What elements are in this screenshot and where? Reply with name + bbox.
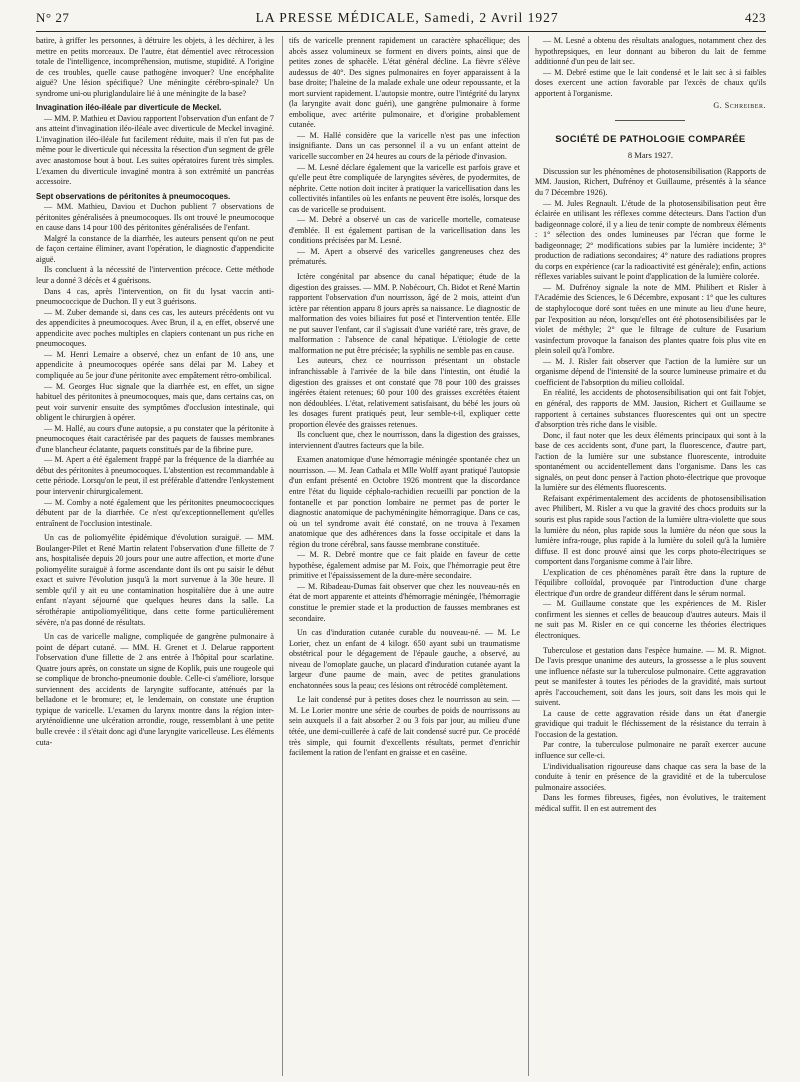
paragraph: L'individualisation rigoureuse dans chaque cas sera la base de la conduite à tenir en présence de la gravidité et de la tuberculose pulmonaire associées. [534, 761, 766, 792]
paragraph: Un cas d'induration cutanée curable du nouveau-né. — M. Le Lorier, chez un enfant de 4 kilogr. 650 ayant subi un traumatisme obstétrical pour le dégagement de l'épaule gauche, a observé, au niveau de l'omoplate gauche, un placard d'induration cutanée ayant la largeur d'une paume de main, avec de petites granulations enchatonnées sous la peau; ces lésions ont rétrocédé complètement. [288, 628, 520, 690]
paragraph: — M. Dufrénoy signale la note de MM. Philibert et Risler à l'Académie des Sciences, le 6 Décembre, exposant : 1° que les cultures de staphylocoque doré sont tuées en une minute au lieu d'une heure, par l'exposition au néon, lorsqu'elles ont été photosensibilisées par le violet de méthyle; 2° que le filtrage de culture de Fusarium vasinfectum provoque la fanaison des plantes quatre fois plus vite en plein soleil qu'à l'ombre. [534, 282, 766, 356]
paragraph: — M. Apert a été également frappé par la fréquence de la diarrhée au début des péritonites à pneumocoques. L'abstention est recommandable à cette période. Lorsqu'on le peut, il est préférable d'attendre l'enkystement pour intervenir chirurgicalement. [36, 455, 274, 496]
paragraph: — M. Zuber demande si, dans ces cas, les auteurs précédents ont vu des appendicites à pneumocoques. Avec Brun, il a, en effet, observé une appendicite avec poches multiples en clapiers contenant un pus riche en pneumocoques. [36, 307, 274, 349]
paragraph: — M. Comby a noté également que les péritonites pneumococciques débutent par de la diarrhée. Ce n'est qu'exceptionnellement qu'elles entraînent de l'occlusion intestinale. [36, 497, 274, 528]
paragraph: Par contre, la tuberculose pulmonaire ne paraît exercer aucune influence sur celle-ci. [534, 740, 766, 760]
column-middle [282, 36, 520, 1076]
column-left [36, 36, 274, 1076]
paragraph: Les auteurs, chez ce nourrisson présentant un obstacle infranchissable à l'arrivée de la bile dans l'intestin, ont étudié la digestion des graisses et ont constaté que 78 pour 100 des graisses ingérées étaient retenues; 60 pour 100 des graisses excrétées étaient non dédoublées. L'état, relativement satisfaisant, du bébé les jours où les dosages furent pratiqués peut, leur semble-t-il, expliquer cette proportion élevée des graisses retenues. [288, 356, 520, 429]
paragraph: — M. Debré estime que le lait condensé et le lait sec à si faibles doses exercent une action favorable par l'excès de chaux qu'ils apportent à l'organisme. [534, 67, 766, 98]
paragraph: Refaisant expérimentalement des accidents de photosensibilisation avec Philibert, M. Risler a vu que la gravité des chocs produits sur la souris est plus rapide sous l'action de la lumière ultra-violette que sous la lumière du néon, plus rapide sous la lumière du néon que sous la lumière infra-rouge, plus rapide à la lumière du soleil qu'à la lumière diffuse. Il est donc prouvé ainsi que les corps photo-électriques se comportent dans l'organisme comme à l'air libre. [534, 493, 766, 567]
paragraph: Dans les formes fibreuses, figées, non évolutives, le traitement médical suffit. Il en est autrement des [534, 793, 766, 813]
paragraph: Discussion sur les phénomènes de photosensibilisation (Rapports de MM. Jausion, Richert, Dufrénoy et Guillaume, présentés à la séance du 7 Décembre 1926). [534, 166, 766, 198]
session-date: 8 Mars 1927. [627, 150, 674, 161]
paragraph: La cause de cette aggravation réside dans un état d'anergie gravidique qui traduit le fléchissement de la résistance du terrain à l'occasion de la gestation. [534, 708, 766, 739]
journal-title: LA PRESSE MÉDICALE, Samedi, 2 Avril 1927 [255, 10, 559, 25]
paragraph: — M. Lesné déclare également que la varicelle est parfois grave et qu'elle peut être compliquée de laryngites sévères, de pyodermites, de néphrite. Cette notion doit inciter à pratiquer la varicellisation dans les collectivités infantiles où les enfants ne peuvent être isolés, lorsque des cas de varicelle se produisent. [288, 162, 520, 214]
text-columns [36, 36, 766, 1076]
section-divider [615, 120, 685, 121]
paragraph: tifs de varicelle prennent rapidement un caractère sphacélique; des abcès assez volumineux se forment en divers points, ainsi que de petites zones de sphacèle. L'état général décline. La fièvre s'élève audessus de 40°. Des signes pulmonaires en foyer apparaissent à la base droite; l'haleine de la malade exhale une odeur repoussante, et la mort survient rapidement. L'autopsie montre, outre l'intégrité du larynx (la laryngite avait donc guéri), une gangrène pulmonaire à forme embolique, avec artérite pulmonaire, et d'origine probablement cutanée. [288, 36, 520, 130]
paragraph: — M. Apert a observé des varicelles gangreneuses chez des prématurés. [288, 246, 520, 267]
paragraph: Ils concluent à la nécessité de l'intervention précoce. Cette méthode leur a donné 3 décès et 4 guérisons. [36, 265, 274, 286]
section-heading: Invagination iléo-iléale par diverticule de Meckel. [36, 103, 222, 113]
paragraph: Le lait condensé pur à petites doses chez le nourrisson au sein. — M. Le Lorier montre une série de courbes de poids de nourrissons au sein auxquels il a fait absorber 2 ou 3 fois par jour, au milieu d'une tétée, une demi-cuillerée à café de lait condensé sucré pur. Ce procédé très simple, qui fournit d'excellents résultats, permet d'enrichir facilement la ration de l'enfant en graisse et en caséine. [288, 695, 520, 758]
paragraph: batire, à griffer les personnes, à détruire les objets, à les déchirer, à les mettre en petits morceaux. De l'autre, état démentiel avec rétrocession totale de l'intelligence, incompréhension, mutisme, stupidité. A l'origine de ces troubles, quelle cause pathogène invoquer? Une encéphalite aiguë? Une lésion spécifique? Une méningite cérébro-spinale? Un syndrome uni-ou pluriglandulaire lié à une méningite de la base? [36, 36, 274, 98]
paragraph: — M. Guillaume constate que les expériences de M. Risler confirment les siennes et celles de beaucoup d'autres auteurs. Mais il ne suit pas M. Risler en ce qui concerne les théories électriques électroniques. [534, 599, 766, 640]
paragraph: Examen anatomique d'une hémorragie méningée spontanée chez un nourrisson. — M. Jean Cathala et Mlle Wolff ayant pratiqué l'autopsie d'un enfant présenté en Octobre 1926 montrent que la discordance entre l'état du liquide céphalo-rachidien recueilli par ponction de la fontanelle et par ponction lombaire ne permet pas de porter le diagnostic anatomique de pachyméningite hémorragique. Dans ce cas, où un tel syndrome avait été constaté, on ne trouva à l'examen anatomique que des adhérences dans la fosse occipitale et dans la région du trone cérébral, sans fausse membrane constituée. [288, 455, 520, 549]
paragraph: Malgré la constance de la diarrhée, les auteurs pensent qu'on ne peut de façon certaine éliminer, avant l'opération, le diagnostic d'appendicite aiguë. [36, 233, 274, 264]
paragraph: Un cas de poliomyélite épidémique d'évolution suraiguë. — MM. Boulanger-Pilet et René Martin relatent l'observation d'une fillette de 7 ans, hospitalisée depuis 20 jours pour une autre affection, et morte d'une poliomyélite suraiguë à forme ascendante dont ils ont pu saisir le début exact et suivre l'évolution jusqu'à la mort survenue à la 30e heure. Il semble qu'il y ait eu une contamination hospitalière due à une autre enfant n'ayant séjourné que quelques heures dans la salle. La sérothérapie antipoliomyélitique, dans cette forme particulièrement sévère, n'a pas donné de résultats. [36, 533, 274, 627]
section-heading: Sept observations de péritonites à pneumocoques. [36, 191, 231, 201]
paragraph: — M. R. Debré montre que ce fait plaide en faveur de cette hypothèse, également admise par M. Foix, que l'hémorragie peut être primitive et l'épaississement de la dure-mère secondaire. [288, 550, 520, 581]
paragraph: — M. Hallé considère que la varicelle n'est pas une infection insignifiante. Dans un cas personnel il a vu un enfant atteint de varicelle succomber en 24 heures au cours de la période d'invasion. [288, 130, 520, 162]
paragraph: Ictère congénital par absence du canal hépatique; étude de la digestion des graisses. — MM. P. Nobécourt, Ch. Bidot et René Martin rapportent l'observation d'un nourrisson, âgé de 2 mois, atteint d'un ictère par rétention apparu 8 jours après sa naissance. Le diagnostic de malformation des voies biliaires fut posé et l'intervention tentée. Elle ne put sauver l'enfant, car il s'agissait d'une variété rare, très grave, de malformation : l'absence de canal hépatique. L'étiologie de cette malformation ne put être précisée; la syphilis ne semble pas en cause. [288, 272, 520, 355]
paragraph: — M. Ribadeau-Dumas fait observer que chez les nouveau-nés en état de mort apparente et atteints d'hémorragie méningée, l'hémorragie constitue le premier stade et la production de fausses membranes est secondaire. [288, 581, 520, 623]
paragraph: — M. Debré a observé un cas de varicelle mortelle, comateuse d'emblée. Il est également partisan de la varicellisation dans les conditions précisées par M. Lesné. [288, 215, 520, 246]
paragraph: — M. Georges Huc signale que la diarrhée est, en effet, un signe habituel des péritonites à pneumocoques, mais que, dans certains cas, on peut voir survenir ensuite des symptômes d'occlusion intestinale, qui obligent le chirurgien à opérer. [36, 381, 274, 423]
paragraph: — M. Hallé, au cours d'une autopsie, a pu constater que la péritonite à pneumocoques était caractérisée par des paquets de fausses membranes d'une blancheur éclatante, paquets constitués par de la fibrine pure. [36, 423, 274, 454]
column-right [528, 36, 766, 1076]
paragraph: L'explication de ces phénomènes paraît être dans la rupture de l'équilibre colloïdal, provoquée par l'introduction d'une charge électrique d'un ordre de grandeur différent dans le sérum normal. [534, 567, 766, 598]
paragraph: Un cas de varicelle maligne, compliquée de gangrène pulmonaire à point de départ cutané. — MM. H. Grenet et J. Delarue rapportent l'observation d'une fillette de 2 ans entrée à l'hôpital pour scarlatine. Quatre jours après, on constate un signe de Koplik, puis une rougeole qui se complique de broncho-pneumonie double. Celle-ci s'améliore, lorsque surviennent des accidents de laryngite suffocante, atténués par la belladone et le bromure; et, le lendemain, on constate une éruption typique de varicelle. L'examen du larynx montre dans la région inter-aryténoïdienne une ulcération arrondie, rouge, ressemblant à une petite bulle crevée : il s'était donc agi d'une laryngite varicelleuse. Les éléments cuta- [36, 632, 274, 747]
paragraph: — MM. P. Mathieu et Daviou rapportent l'observation d'un enfant de 7 ans atteint d'invagination iléo-iléale avec diverticule de Meckel invaginé. L'invagination iléo-iléale fut facilement réduite, mais il n'en fut pas de même pour le diverticule qui nécessita la résection d'un segment de grêle avec anastomose bout à bout. Les suites opératoires furent très simples. L'examen du diverticule invaginé montra à son extrémité un pancréas accessoire. [36, 113, 274, 187]
page-number: 423 [744, 10, 766, 25]
paragraph: Ils concluent que, chez le nourrisson, dans la digestion des graisses, interviennent d'autres facteurs que la bile. [288, 430, 520, 450]
paragraph: Donc, il faut noter que les deux éléments principaux qui sont à la base de ces accidents sont, d'une part, la fluorescence, d'autre part, l'action de la lumière sur une substance fluorescente, introduite spontanément ou accidentellement dans l'organisme. Dans les cas signalés, on peut donc penser à l'action photo-électrique que provoque la lumière sur des éléments fluorescents. [534, 430, 766, 493]
paragraph: — M. J. Risler fait observer que l'action de la lumière sur un organisme dépend de l'intensité de la source lumineuse primaire et du coefficient de l'absorption du milieu colloïdal. [534, 356, 766, 387]
paragraph: Tuberculose et gestation dans l'espèce humaine. — M. R. Mignot. De l'avis presque unanime des auteurs, la grossesse a le plus souvent une influence néfaste sur la tuberculose pulmonaire. Cette aggravation peut se manifester à toutes les périodes de la gravidité, mais surtout après l'accouchement, soit dans les jours, soit dans les mois qui le suivent. [534, 645, 766, 708]
paragraph: — M. Lesné a obtenu des résultats analogues, notamment chez des hypothrepsiques, en leur donnant au biberon du lait de femme additionné d'un peu de lait sec. [534, 36, 766, 67]
society-title: SOCIÉTÉ DE PATHOLOGIE COMPARÉE [555, 133, 746, 145]
paragraph: En réalité, les accidents de photosensibilisation qui ont fait l'objet, en général, des rapports de MM. Jausion, Richert et Guillaume se rapportent à certaines substances fluorescentes qui ont un spectre d'absorption très riche dans le visible. [534, 388, 766, 430]
paragraph: — M. Henri Lemaire a observé, chez un enfant de 10 ans, une appendicite à pneumocoques opérée sans délai par M. Labey et compliquée au 5e jour d'une péritonite avec empâtement rétro-ombilical. [36, 349, 274, 380]
paragraph: — MM. Mathieu, Daviou et Duchon publient 7 observations de péritonites généralisées à pneumocoques. Ils ont trouvé le pneumocoque en cause dans 14 pour 100 des péritonites généralisées de l'enfant. [36, 202, 274, 233]
page-header [36, 10, 766, 32]
issue-number: N° 27 [36, 10, 70, 25]
author-signature: G. Schreiber. [713, 101, 766, 111]
paragraph: — M. Jules Regnault. L'étude de la photosensibilisation peut être éclairée en utilisant les réflexes comme détecteurs. Dans l'action d'un badigeonnage coloré, il y a lieu de tenir compte de nombreux éléments : 1° sélection des ondes lumineuses par l'écran que forme le badigeonnage; 2° modifications subies par la lumière incidente; 3° production de radiations secondaires; 4° nature des radiations propres du corps en expérience (car la radioactivité est générale); enfin, actions réflexes variables suivant le point d'application de la lumière colorée. [534, 198, 766, 282]
paragraph: Dans 4 cas, après l'intervention, on fit du lysat vaccin anti-pneumococcique de Duchon. Il y eut 3 guérisons. [36, 286, 274, 307]
